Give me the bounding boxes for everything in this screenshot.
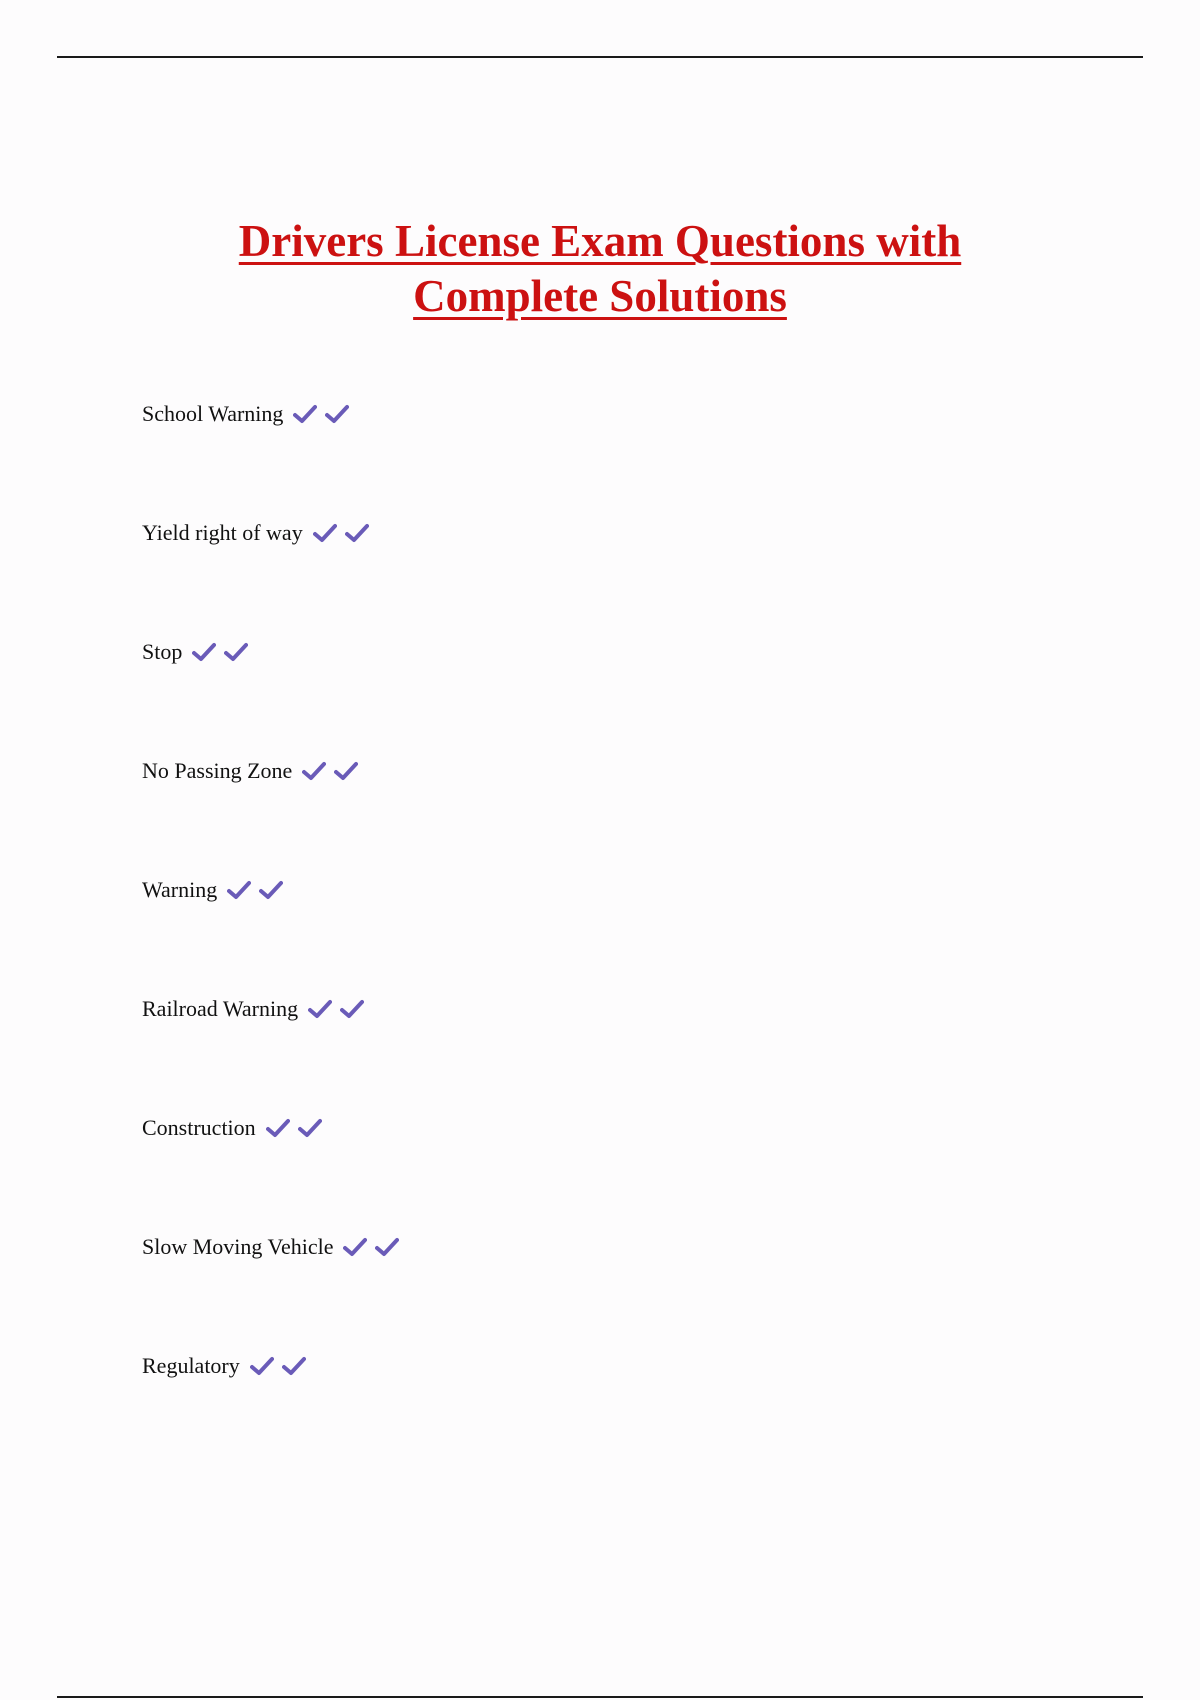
list-item [142,396,407,515]
check-marks [227,872,291,908]
list-item [142,634,407,753]
list-item [142,872,407,991]
item-label: School Warning [142,401,284,426]
check-icon [259,880,283,900]
list-item [142,1110,407,1229]
header-rule [57,56,1143,58]
check-marks [192,634,256,670]
check-marks [250,1348,314,1384]
list-item [142,753,407,872]
check-icon [302,761,326,781]
title-line-2: Complete Solutions [413,271,787,321]
item-label: Railroad Warning [142,996,299,1021]
list-item [142,1229,407,1348]
check-icon [340,999,364,1019]
check-marks [308,991,372,1027]
check-marks [343,1229,407,1265]
item-label: Stop [142,639,183,664]
check-icon [345,523,369,543]
check-icon [308,999,332,1019]
check-icon [375,1237,399,1257]
check-icon [224,642,248,662]
check-marks [313,515,377,551]
list-item [142,1348,407,1467]
check-icon [266,1118,290,1138]
check-icon [298,1118,322,1138]
item-label: Regulatory [142,1353,240,1378]
list-item [142,991,407,1110]
check-icon [313,523,337,543]
list-item [142,515,407,634]
check-icon [293,404,317,424]
footer-rule [57,1696,1143,1698]
item-label: Slow Moving Vehicle [142,1234,334,1259]
check-icon [334,761,358,781]
item-label: No Passing Zone [142,758,293,783]
check-icon [325,404,349,424]
check-marks [293,396,357,432]
title-line-1: Drivers License Exam Questions with [238,216,962,266]
document-title [100,214,1100,324]
check-icon [250,1356,274,1376]
check-icon [282,1356,306,1376]
check-marks [302,753,366,789]
check-marks [266,1110,330,1146]
check-icon [227,880,251,900]
check-icon [192,642,216,662]
item-label: Yield right of way [142,520,303,545]
item-label: Construction [142,1115,256,1140]
item-label: Warning [142,877,218,902]
question-list [142,396,407,1467]
check-icon [343,1237,367,1257]
